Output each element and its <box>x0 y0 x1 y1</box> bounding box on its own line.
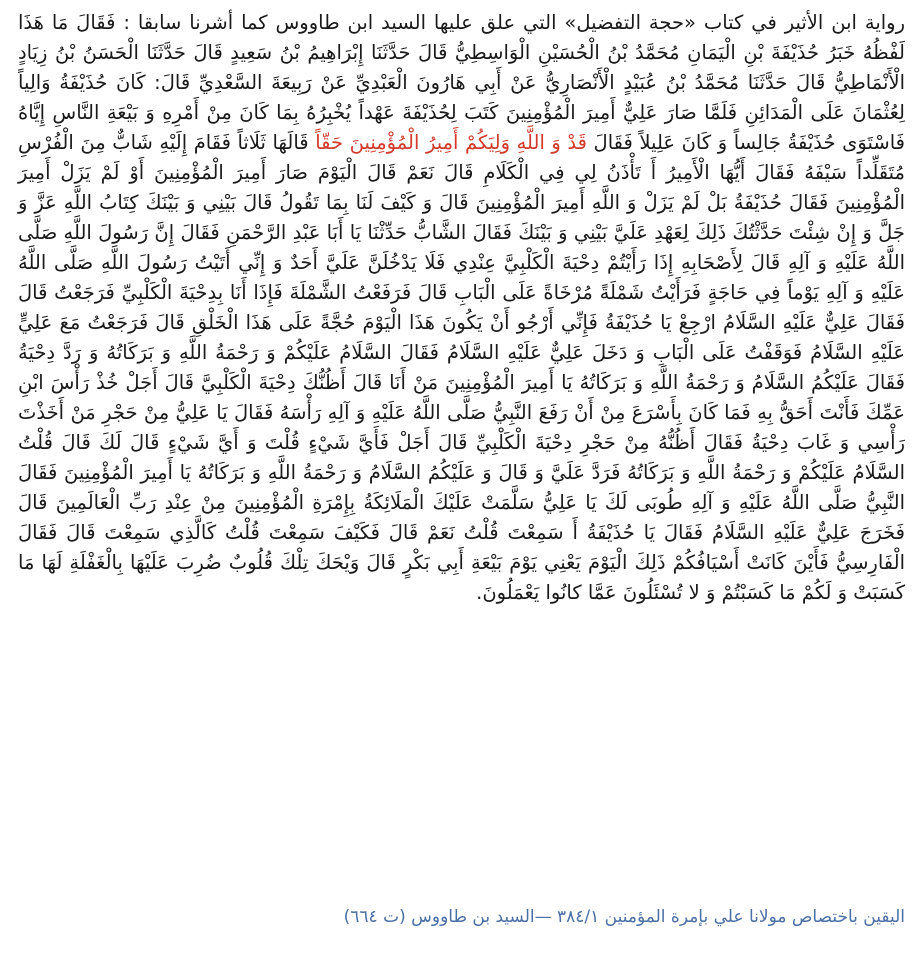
source-citation: اليقين باختصاص مولانا علي بإمرة المؤمنين ٣٨٤/١ —السيد بن طاووس (ت ٦٦٤) <box>343 907 905 927</box>
narration-paragraph <box>18 8 905 608</box>
highlighted-phrase: قَدْ وَ اللَّهِ وَلِيَكُمْ أَمِيرُ الْمُؤْمِنِينَ حَقّاً <box>315 131 587 154</box>
narration-text-after: قَالَهَا ثَلَاثاً فَقَامَ إِلَيْهِ شَابٌّ مِنَ الْفُرْسِ مُتَقَلِّداً سَيْفَهُ فَقَالَ أَيُّهَا الْأَمِيرُ أَ تَأْذَنُ لِي فِي الْكَلَامِ قَالَ نَعَمْ قَالَ الْيَوْمَ صَارَ أَمِيرَ الْمُؤْمِنِينَ أَوْ لَمْ يَزَلْ أَمِيرَ الْمُؤْمِنِينَ فَقَالَ حُذَيْفَةُ بَلْ لَمْ يَزَلْ وَ اللَّهِ أَمِيرَ الْمُؤْمِنِينَ قَالَ وَ كَيْفَ لَنَا بِمَا تَقُولُ قَالَ بَيْنِي وَ بَيْنَكَ كِتَابُ اللَّهِ عَزَّ وَ جَلَّ وَ إِنْ شِئْتَ حَدَّثْتُكَ ذَلِكَ لِعَهْدِ عَلَيَّ بَيْنِي وَ بَيْنَكَ فَقَالَ الشَّابُّ حَدِّثْنَا يَا أَبَا عَبْدِ الرَّحْمَنِ فَقَالَ إِنَّ رَسُولَ اللَّهِ صَلَّى اللَّهُ عَلَيْهِ وَ آلِهِ قَالَ لِأَصْحَابِهِ إِذَا رَأَيْتُمْ دِحْيَةَ الْكَلْبِيَّ عِنْدِي فَلَا يَدْخُلَنَّ عَلَيَّ أَحَدٌ وَ إِنِّي أَتَيْتُ رَسُولَ اللَّهِ صَلَّى اللَّهُ عَلَيْهِ وَ آلِهِ يَوْماً فِي حَاجَةٍ فَرَأَيْتُ شَمْلَةً مُرْخَاةً عَلَى الْبَابِ قَالَ فَرَفَعْتُ الشَّمْلَةَ فَإِذَا أَنَا بِدِحْيَةَ الْكَلْبِيِّ فَرَجَعْتُ قَالَ فَقَالَ عَلِيٌّ عَلَيْهِ السَّلَامُ ارْجِعْ يَا حُذَيْفَةُ فَإِنِّي أَرْجُو أَنْ يَكُونَ هَذَا الْيَوْمَ حُجَّةً عَلَى هَذَا الْخَلْقِ قَالَ فَرَجَعْتُ مَعَ عَلِيٍّ عَلَيْهِ السَّلَامُ فَوَقَفْتُ عَلَى الْبَابِ وَ دَخَلَ عَلِيٌّ عَلَيْهِ السَّلَامُ فَقَالَ السَّلَامُ عَلَيْكُمْ وَ رَحْمَةُ اللَّهِ وَ بَرَكَاتُهُ وَ رَدَّ دِحْيَةُ فَقَالَ عَلَيْكُمُ السَّلَامُ وَ رَحْمَةُ اللَّهِ وَ بَرَكَاتُهُ يَا أَمِيرَ الْمُؤْمِنِينَ مَنْ أَنَا قَالَ أَظُنُّكَ دِحْيَةَ الْكَلْبِيَّ قَالَ أَجَلْ خُذْ رَأْسَ ابْنِ عَمِّكَ فَأَنْتَ أَحَقُّ بِهِ فَمَا كَانَ بِأَسْرَعَ مِنْ أَنْ رَفَعَ النَّبِيُّ صَلَّى اللَّهُ عَلَيْهِ وَ آلِهِ رَأْسَهُ فَقَالَ يَا عَلِيُّ مِنْ حَجْرِ مَنْ أَخَذْتَ رَأْسِي وَ غَابَ دِحْيَةُ فَقَالَ أَظُنُّهُ مِنْ حَجْرِ دِحْيَةَ الْكَلْبِيِّ قَالَ أَجَلْ فَأَيَّ شَيْءٍ قُلْتَ وَ أَيَّ شَيْءٍ قَالَ لَكَ قَالَ قُلْتُ السَّلَامُ عَلَيْكُمْ وَ رَحْمَةُ اللَّهِ وَ بَرَكَاتُهُ فَرَدَّ عَلَيَّ وَ قَالَ وَ عَلَيْكُمُ السَّلَامُ وَ رَحْمَةُ اللَّهِ وَ بَرَكَاتُهُ يَا أَمِيرَ الْمُؤْمِنِينَ فَقَالَ النَّبِيُّ صَلَّى اللَّهُ عَلَيْهِ وَ آلِهِ طُوبَى لَكَ يَا عَلِيُّ سَلَّمَتْ عَلَيْكَ الْمَلَائِكَةُ بِإِمْرَةِ الْمُؤْمِنِينَ مِنْ عِنْدِ رَبِّ الْعَالَمِينَ قَالَ فَخَرَجَ عَلِيٌّ عَلَيْهِ السَّلَامُ فَقَالَ يَا حُذَيْفَةُ أَ سَمِعْتَ قُلْتُ نَعَمْ قَالَ فَكَيْفَ سَمِعْتَ قُلْتُ كَالَّذِي سَمِعْتَ قَالَ فَقَالَ الْفَارِسِيُّ فَأَيْنَ كَانَتْ أَسْيَافُكُمْ ذَلِكَ الْيَوْمَ يَعْنِي يَوْمَ بَيْعَةِ أَبِي بَكْرٍ قَالَ وَيْحَكَ تِلْكَ قُلُوبٌ ضُرِبَ عَلَيْهَا بِالْغَفْلَةِ لَهَا مَا كَسَبَتْ وَ لَكُمْ مَا كَسَبْتُمْ وَ لا تُسْئَلُونَ عَمَّا كانُوا يَعْمَلُونَ. <box>18 131 905 604</box>
narration-text-before: فَقَالَ مَا هَذَا لَفْظُهُ خَبَرُ حُذَيْفَةَ بْنِ الْيَمَانِ مُحَمَّدُ بْنُ الْحُسَيْنِ الْوَاسِطِيُّ قَالَ حَدَّثَنَا إِبْرَاهِيمُ بْنُ سَعِيدٍ قَالَ حَدَّثَنَا الْحَسَنُ بْنُ زِيَادٍ الْأَنْمَاطِيُّ قَالَ حَدَّثَنَا مُحَمَّدُ بْنُ عُبَيْدٍ الْأَنْصَارِيُّ عَنْ أَبِي هَارُونَ الْعَبْدِيِّ عَنْ رَبِيعَةَ السَّعْدِيِّ قَالَ: كَانَ حُذَيْفَةُ وَالِياً لِعُثْمَانَ عَلَى الْمَدَائِنِ فَلَمَّا صَارَ عَلِيٌّ أَمِيرَ الْمُؤْمِنِينَ كَتَبَ لِحُذَيْفَةَ عَهْداً يُخْبِرُهُ بِمَا كَانَ مِنْ أَمْرِهِ وَ بَيْعَةِ النَّاسِ إِيَّاهُ فَاسْتَوَى حُذَيْفَةُ جَالِساً وَ كَانَ عَلِيلاً فَقَالَ <box>18 11 905 154</box>
intro-text: رواية ابن الأثير في كتاب «حجة التفضيل» التي علق عليها السيد ابن طاووس كما أشرنا سابقا : <box>115 11 906 34</box>
